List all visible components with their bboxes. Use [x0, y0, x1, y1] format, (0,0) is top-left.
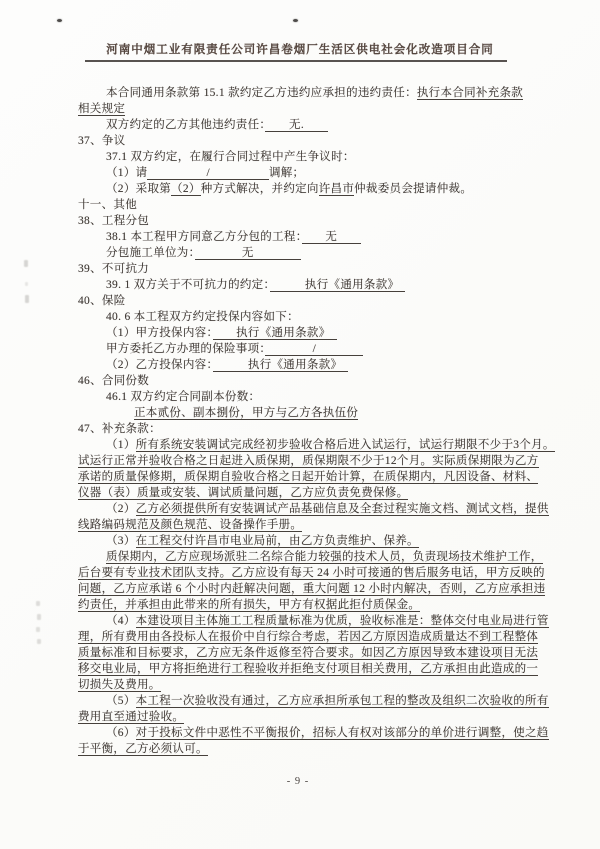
binding-hole-left — [57, 19, 62, 22]
text-segment: （2） — [106, 503, 136, 515]
fill-in-underlined-text: 正本贰份、副本捌份，甲方与乙方各执伍份 — [134, 407, 359, 419]
text-line — [78, 661, 539, 677]
text-segment: 仲裁委员会提请仲裁。 — [354, 183, 473, 195]
contract-body — [78, 85, 555, 757]
text-segment: 47、补充条款： — [78, 423, 161, 435]
text-segment: （1） — [106, 439, 136, 451]
text-segment: （4） — [106, 615, 136, 627]
text-segment: 38.1 本工程甲方同意乙方分包的工程： — [106, 231, 302, 243]
fill-in-underlined-text: / — [265, 343, 364, 355]
text-line — [78, 213, 518, 229]
text-line — [78, 389, 518, 405]
fill-in-underlined-text: 所有系统安装调试完成经初步验收合格后进入试运行，试运行期限不少于3个月。 — [135, 439, 555, 451]
text-line — [78, 245, 518, 261]
text-line — [78, 357, 518, 373]
fill-in-underlined-text: 移交电业局，甲方将拒绝进行工程验收并拒绝支付项目相关费用，乙方承担由此造成的一 — [78, 663, 539, 675]
text-line — [78, 165, 518, 181]
text-segment: （5） — [106, 695, 136, 707]
text-line — [78, 101, 518, 117]
text-line — [78, 581, 546, 597]
page-number: - 9 - — [286, 776, 310, 787]
fill-in-underlined-text: 质保期内，乙方应现场派驻二名综合能力较强的技术人员，负责现场技术维护工作， — [106, 551, 543, 563]
fill-in-underlined-text: 问题，乙方应承诺 6 个小时内赶解决问题，重大问题 12 小时内解决，否则，乙方应承担违 — [78, 583, 546, 595]
text-line — [78, 709, 518, 725]
text-line — [78, 149, 518, 165]
margin-smudge — [25, 282, 28, 286]
text-segment: 46.1 双方约定合同副本份数： — [106, 391, 261, 403]
fill-in-underlined-text: 执行《通用条款》 — [269, 279, 406, 291]
fill-in-underlined-text: 费用直至通过验收。 — [78, 711, 185, 723]
text-line — [78, 437, 555, 453]
text-line — [78, 277, 518, 293]
text-segment: 甲方委托乙方办理的保险事项： — [106, 343, 266, 355]
margin-smudge — [25, 295, 29, 303]
text-line — [78, 453, 539, 469]
text-line — [78, 181, 518, 197]
text-segment: 双方约定的乙方其他违约责任： — [106, 119, 266, 131]
text-segment: （1）请 — [106, 167, 148, 179]
fill-in-underlined-text: 在工程交付许昌市电业局前，由乙方负责维护、保养。 — [135, 535, 419, 547]
fill-in-underlined-text: 执行本合同补充条款 — [416, 87, 524, 99]
text-segment: 39、不可抗力 — [78, 263, 150, 275]
text-line — [78, 309, 518, 325]
text-line — [78, 421, 518, 437]
text-line — [78, 629, 539, 645]
margin-smudge — [37, 639, 41, 644]
text-segment: （2）采取第 — [106, 183, 172, 195]
margin-smudge — [36, 627, 40, 632]
text-line — [78, 645, 539, 661]
text-line — [78, 85, 524, 101]
fill-in-underlined-text: 承诺的质量保修期，质保期自验收合格之日起开始计算，在质保期内，凡因设备、材料、 — [78, 471, 539, 483]
fill-in-underlined-text: 试运行正常并验收合格之日起进入质保期，质保期限不少于12个月。实际质保期限为乙方 — [78, 455, 539, 467]
fill-in-underlined-text: 无 — [301, 231, 361, 243]
text-line — [78, 485, 518, 501]
fill-in-underlined-text: 无. — [265, 119, 328, 131]
fill-in-underlined-text: 质量标准和目标要求，乙方应无条件返修至符合要求。如因乙方原因导致本建设项目无法 — [78, 647, 539, 659]
text-line — [78, 597, 518, 613]
text-line — [78, 261, 518, 277]
text-segment: 分包施工单位为： — [106, 247, 195, 259]
text-segment: 40、保险 — [78, 295, 126, 307]
fill-in-underlined-text: 执行《通用条款》 — [212, 359, 349, 371]
fill-in-underlined-text: 后台要有专业技术团队支持。乙方应设有每天 24 小时可接通的售后服务电话，甲方反映的 — [78, 567, 545, 579]
text-segment: 37.1 双方约定，在履行合同过程中产生争议时： — [106, 151, 355, 163]
text-line — [78, 549, 543, 565]
text-line — [78, 341, 518, 357]
margin-smudge — [36, 601, 40, 606]
text-segment: 39. 1 双方关于不可抗力的约定： — [106, 279, 270, 291]
text-line — [78, 373, 518, 389]
fill-in-underlined-text: / — [147, 167, 269, 179]
fill-in-underlined-text: 无 — [194, 247, 301, 259]
text-line — [78, 405, 518, 421]
text-segment: 40. 6 本工程双方约定投保内容如下： — [106, 311, 299, 323]
text-line — [78, 229, 518, 245]
fill-in-underlined-text: 本建设项目主体施工工程质量标准为优质，验收标准是：整体交付电业局进行管 — [135, 615, 549, 627]
text-line — [78, 293, 518, 309]
fill-in-underlined-text: 乙方必须提供所有安装调试产品基础信息及全套过程实施文档、测试文档，提供 — [135, 503, 549, 515]
fill-in-underlined-text: 本工程一次验收没有通过，乙方应承担所承包工程的整改及组织二次验收的所有 — [135, 695, 549, 707]
text-line — [78, 517, 518, 533]
text-line — [78, 197, 518, 213]
fill-in-underlined-text: （2） — [171, 183, 201, 195]
document-title: 河南中烟工业有限责任公司许昌卷烟厂生活区供电社会化改造项目合同 — [106, 44, 494, 56]
fill-in-underlined-text: 执行《通用条款》 — [212, 327, 337, 339]
text-line — [78, 741, 518, 757]
text-segment: （1）甲方投保内容： — [106, 327, 213, 339]
text-line — [78, 613, 549, 629]
text-segment: （6） — [106, 727, 136, 739]
text-segment: 种方式解决，并约定向 — [200, 183, 319, 195]
text-line — [78, 565, 545, 581]
text-line — [78, 117, 518, 133]
text-segment: 37、争议 — [78, 135, 126, 147]
fill-in-underlined-text: 对于投标文件中恶性不平衡报价，招标人有权对该部分的单价进行调整，使之趋 — [135, 727, 549, 739]
text-line — [78, 725, 549, 741]
binding-hole-right — [293, 19, 298, 22]
text-segment: （2）乙方投保内容： — [106, 359, 213, 371]
fill-in-underlined-text: 切损失及费用。 — [78, 679, 161, 691]
margin-smudge — [24, 260, 28, 267]
text-line — [78, 501, 549, 517]
text-line — [78, 325, 518, 341]
text-segment: 本合同通用条款第 15.1 款约定乙方违约应承担的违约责任： — [106, 87, 417, 99]
fill-in-underlined-text: 仪器（表）质量或安装、调试质量问题，乙方应负责免费保修。 — [78, 487, 409, 499]
text-line — [78, 469, 539, 485]
text-line — [78, 693, 549, 709]
header-divider — [85, 60, 507, 62]
margin-smudge — [37, 614, 41, 620]
text-segment: 十一、其他 — [78, 199, 137, 211]
text-line — [78, 133, 518, 149]
text-line — [78, 677, 518, 693]
text-segment: 调解； — [268, 167, 305, 179]
text-line — [78, 533, 518, 549]
text-segment: 46、合同份数 — [78, 375, 150, 387]
fill-in-underlined-text: 相关规定 — [78, 103, 126, 115]
fill-in-underlined-text: 于平衡，乙方必须认可。 — [78, 743, 208, 755]
fill-in-underlined-text: 线路编码规范及颜色规范、设备操作手册。 — [78, 519, 303, 531]
fill-in-underlined-text: 许昌市 — [318, 183, 355, 195]
text-segment: （3） — [106, 535, 136, 547]
text-segment: 38、工程分包 — [78, 215, 150, 227]
fill-in-underlined-text: 理，所有费用由各投标人在报价中自行综合考虑，若因乙方原因造成质量达不到工程整体 — [78, 631, 539, 643]
fill-in-underlined-text: 约责任，并承担由此带来的所有损失，甲方有权据此拒付质保金。 — [78, 599, 421, 611]
